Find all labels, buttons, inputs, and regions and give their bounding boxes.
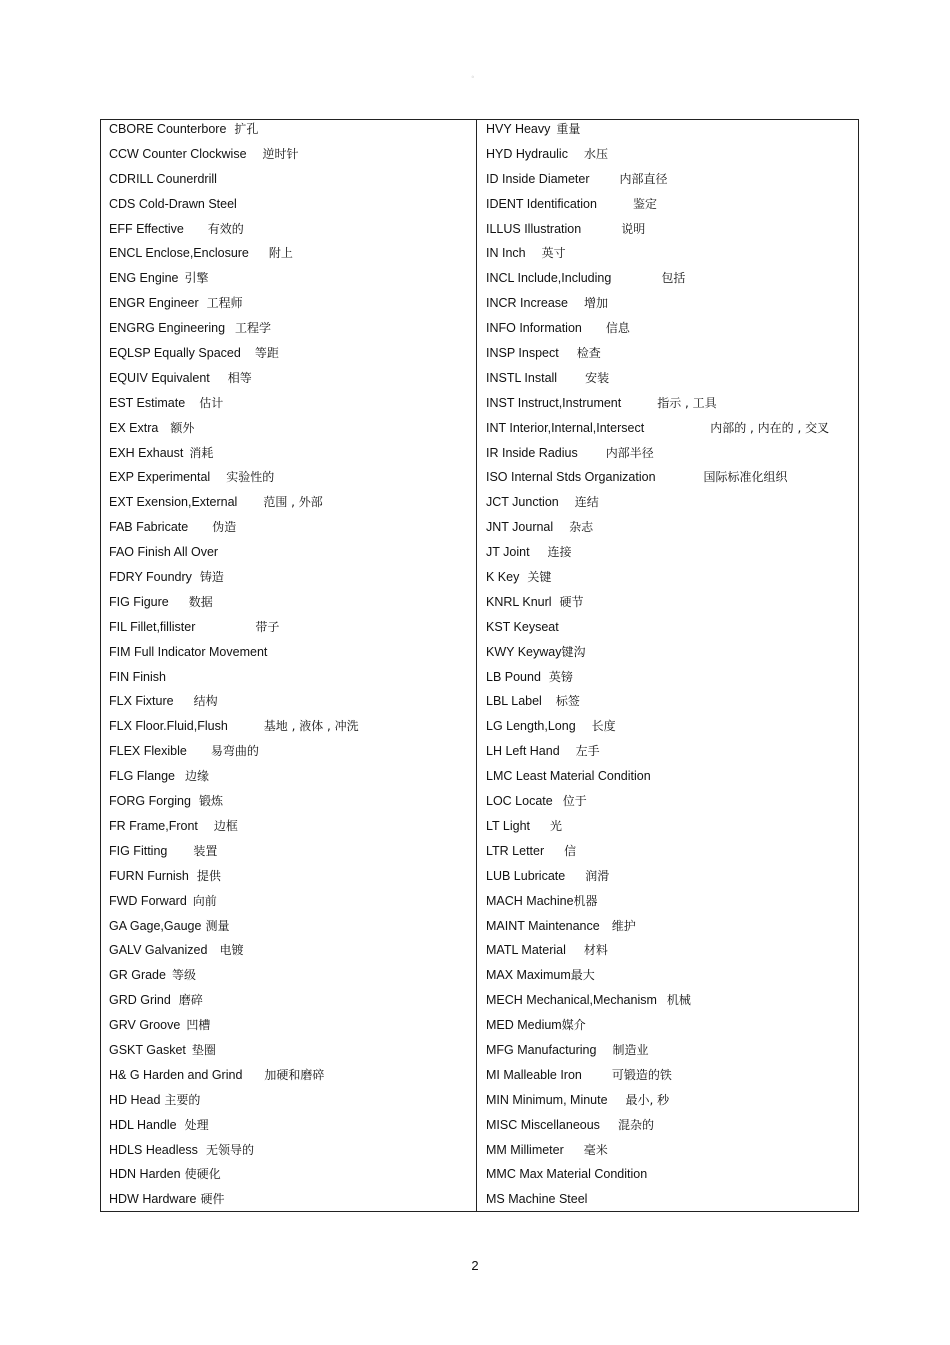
abbreviation-term: FIG Figure [109, 594, 169, 609]
table-row [101, 669, 476, 694]
table-row [477, 445, 858, 470]
abbreviation-term: GSKT Gasket [109, 1042, 186, 1057]
abbreviation-term: EXP Experimental [109, 470, 211, 485]
abbreviation-term: MED Medium [486, 1018, 562, 1033]
chinese-translation: 杂志 [569, 520, 594, 535]
abbreviation-term: MI Malleable Iron [486, 1067, 582, 1082]
table-row [101, 1092, 476, 1117]
table-row [477, 370, 858, 395]
chinese-translation: 磨碎 [178, 993, 203, 1008]
chinese-translation: 维护 [611, 918, 636, 933]
abbreviation-term: KNRL Knurl [486, 594, 552, 609]
chinese-translation: 等级 [171, 968, 196, 983]
abbreviation-term: MATL Material [486, 943, 566, 958]
chinese-translation: 安装 [585, 370, 610, 385]
table-row [101, 942, 476, 967]
abbreviation-term: JCT Junction [486, 495, 559, 510]
abbreviation-term: FIN Finish [109, 669, 166, 684]
chinese-translation: 提供 [196, 868, 221, 883]
chinese-translation: 相等 [227, 370, 252, 385]
chinese-translation: 垫圈 [191, 1042, 216, 1057]
table-row [477, 494, 858, 519]
chinese-translation: 机器 [573, 893, 598, 908]
chinese-translation: 使硬化 [184, 1167, 221, 1182]
abbreviation-term: LTR Letter [486, 843, 545, 858]
abbreviation-term: ENCL Enclose,Enclosure [109, 246, 249, 261]
chinese-translation: 说明 [621, 221, 646, 236]
chinese-translation: 额外 [170, 420, 195, 435]
table-row [477, 320, 858, 345]
table-row [101, 818, 476, 843]
abbreviation-term: HDW Hardware [109, 1192, 197, 1207]
chinese-translation: 内部的 , 内在的 , 交叉 [710, 420, 830, 435]
abbreviation-term: HYD Hydraulic [486, 146, 568, 161]
right-column [477, 120, 858, 1211]
table-row [477, 1117, 858, 1142]
table-row [101, 1042, 476, 1067]
abbreviation-term: INST Instruct,Instrument [486, 395, 622, 410]
abbreviation-term: LB Pound [486, 669, 541, 684]
chinese-translation: 数据 [188, 594, 213, 609]
table-row [477, 743, 858, 768]
abbreviation-term: ILLUS Illustration [486, 221, 582, 236]
table-row [101, 693, 476, 718]
table-row [477, 519, 858, 544]
abbreviation-term: INSP Inspect [486, 346, 559, 361]
chinese-translation: 制造业 [612, 1042, 649, 1057]
abbreviation-term: LH Left Hand [486, 744, 560, 759]
table-row [477, 992, 858, 1017]
table-row [477, 669, 858, 694]
abbreviation-term: ID Inside Diameter [486, 171, 590, 186]
table-row [477, 967, 858, 992]
table-row [101, 768, 476, 793]
table-row [101, 718, 476, 743]
abbreviation-term: MS Machine Steel [486, 1192, 588, 1207]
abbreviation-term: FIG Fitting [109, 843, 168, 858]
abbreviation-term: HD Head [109, 1092, 161, 1107]
table-row [101, 320, 476, 345]
abbreviation-term: GR Grade [109, 968, 166, 983]
table-row [101, 370, 476, 395]
abbreviation-term: LBL Label [486, 694, 542, 709]
chinese-translation: 混杂的 [617, 1117, 654, 1132]
abbreviation-term: GA Gage,Gauge [109, 918, 202, 933]
chinese-translation: 水压 [583, 146, 608, 161]
chinese-translation: 等距 [254, 346, 279, 361]
table-row [477, 818, 858, 843]
table-row [477, 594, 858, 619]
table-row [477, 793, 858, 818]
abbreviation-term: CBORE Counterbore [109, 122, 227, 136]
chinese-translation: 长度 [591, 719, 616, 734]
chinese-translation: 估计 [199, 395, 224, 410]
table-row [477, 420, 858, 445]
chinese-translation: 主要的 [164, 1092, 201, 1107]
chinese-translation: 向前 [192, 893, 217, 908]
chinese-translation: 国际标准化组织 [703, 470, 788, 485]
abbreviation-term: FIL Fillet,fillister [109, 619, 196, 634]
chinese-translation: 检查 [576, 346, 601, 361]
abbreviation-term: MM Millimeter [486, 1142, 564, 1157]
chinese-translation: 毫米 [583, 1142, 608, 1157]
abbreviation-term: LUB Lubricate [486, 868, 566, 883]
table-row [477, 171, 858, 196]
table-row [101, 270, 476, 295]
chinese-translation: 易弯曲的 [210, 744, 259, 759]
chinese-translation: 左手 [575, 744, 600, 759]
abbreviation-term: HDLS Headless [109, 1142, 198, 1157]
table-row [477, 644, 858, 669]
abbreviation-term: MAINT Maintenance [486, 918, 600, 933]
table-row [101, 644, 476, 669]
table-row [101, 345, 476, 370]
table-row [477, 345, 858, 370]
abbreviation-term: KWY Keyway [486, 644, 562, 659]
chinese-translation: 材料 [583, 943, 608, 958]
chinese-translation: 包括 [661, 271, 686, 286]
abbreviation-term: ENGR Engineer [109, 296, 199, 311]
chinese-translation: 键沟 [561, 644, 586, 659]
chinese-translation: 凹槽 [186, 1018, 211, 1033]
abbreviation-term: FIM Full Indicator Movement [109, 644, 268, 659]
table-row [101, 221, 476, 246]
chinese-translation: 实验性的 [226, 470, 275, 485]
chinese-translation: 光 [550, 818, 563, 833]
chinese-translation: 重量 [556, 122, 581, 136]
chinese-translation: 信息 [605, 321, 630, 336]
chinese-translation: 硬件 [200, 1192, 225, 1207]
abbreviation-term: INSTL Install [486, 370, 558, 385]
abbreviation-term: GRD Grind [109, 993, 171, 1008]
abbreviation-term: KST Keyseat [486, 619, 559, 634]
table-row [477, 918, 858, 943]
abbreviation-term: EXT Exension,External [109, 495, 238, 510]
abbreviation-term: EFF Effective [109, 221, 184, 236]
chinese-translation: 指示 , 工具 [657, 395, 717, 410]
chinese-translation: 内部直径 [619, 171, 668, 186]
chinese-translation: 锻炼 [198, 794, 223, 809]
chinese-translation: 逆时针 [262, 146, 299, 161]
table-row [477, 221, 858, 246]
chinese-translation: 引擎 [184, 271, 209, 286]
table-row [101, 146, 476, 171]
table-row [101, 121, 476, 146]
abbreviation-term: FURN Furnish [109, 868, 189, 883]
table-row [477, 544, 858, 569]
table-row [477, 1142, 858, 1167]
table-row [477, 295, 858, 320]
abbreviation-term: ENG Engine [109, 271, 179, 286]
abbreviation-term: FR Frame,Front [109, 818, 198, 833]
abbreviation-term: INCR Increase [486, 296, 568, 311]
chinese-translation: 伪造 [212, 520, 237, 535]
abbreviation-term: IN Inch [486, 246, 526, 261]
table-row [101, 843, 476, 868]
table-row [477, 619, 858, 644]
chinese-translation: 扩孔 [234, 122, 259, 136]
table-row [477, 1191, 858, 1216]
abbreviation-term: FLG Flange [109, 769, 176, 784]
abbreviation-term: EXH Exhaust [109, 445, 184, 460]
abbreviation-term: FAB Fabricate [109, 520, 189, 535]
table-row [477, 245, 858, 270]
table-row [477, 196, 858, 221]
table-row [477, 768, 858, 793]
abbreviation-term: HVY Heavy [486, 122, 551, 136]
chinese-translation: 媒介 [561, 1018, 586, 1033]
table-row [101, 519, 476, 544]
table-row [477, 270, 858, 295]
abbreviation-term: H& G Harden and Grind [109, 1067, 243, 1082]
abbreviation-term: EST Estimate [109, 395, 186, 410]
table-row [101, 544, 476, 569]
chinese-translation: 机械 [666, 993, 691, 1008]
abbreviation-term: FLEX Flexible [109, 744, 187, 759]
table-row [477, 893, 858, 918]
table-row [101, 1142, 476, 1167]
page-number: 2 [471, 1258, 479, 1273]
table-row [101, 1191, 476, 1216]
abbreviation-term: GALV Galvanized [109, 943, 208, 958]
table-row [101, 494, 476, 519]
abbreviation-term: MAX Maximum [486, 968, 571, 983]
table-row [101, 395, 476, 420]
chinese-translation: 工程学 [235, 321, 272, 336]
abbreviation-term: LMC Least Material Condition [486, 769, 651, 784]
chinese-translation: 标签 [555, 694, 580, 709]
abbreviation-term: ENGRG Engineering [109, 321, 226, 336]
chinese-translation: 基地 , 液体 , 冲洗 [263, 719, 359, 734]
abbreviation-term: LOC Locate [486, 794, 553, 809]
abbreviation-term: FDRY Foundry [109, 570, 192, 585]
abbreviation-term: LG Length,Long [486, 719, 576, 734]
chinese-translation: 增加 [583, 296, 608, 311]
abbreviation-term: MMC Max Material Condition [486, 1167, 648, 1182]
chinese-translation: 信 [564, 843, 577, 858]
table-row [101, 420, 476, 445]
chinese-translation: 铸造 [199, 570, 224, 585]
table-row [477, 1042, 858, 1067]
chinese-translation: 加硬和磨碎 [264, 1067, 325, 1082]
table-row [477, 1017, 858, 1042]
abbreviation-term: EX Extra [109, 420, 159, 435]
table-row [101, 569, 476, 594]
table-row [101, 793, 476, 818]
left-column [101, 120, 477, 1211]
table-row [101, 1117, 476, 1142]
chinese-translation: 位于 [562, 794, 587, 809]
table-row [101, 868, 476, 893]
table-row [477, 469, 858, 494]
abbreviation-term: ISO Internal Stds Organization [486, 470, 656, 485]
abbreviation-term: INFO Information [486, 321, 582, 336]
table-row [101, 245, 476, 270]
abbreviation-term: MECH Mechanical,Mechanism [486, 993, 657, 1008]
chinese-translation: 最小, 秒 [625, 1092, 670, 1107]
abbreviation-term: CCW Counter Clockwise [109, 146, 247, 161]
abbreviation-term: CDS Cold-Drawn Steel [109, 196, 237, 211]
table-row [101, 743, 476, 768]
chinese-translation: 边缘 [185, 769, 210, 784]
chinese-translation: 处理 [184, 1117, 209, 1132]
abbreviation-term: IDENT Identification [486, 196, 597, 211]
chinese-translation: 结构 [193, 694, 218, 709]
abbreviation-term: INCL Include,Including [486, 271, 612, 286]
chinese-translation: 边框 [213, 818, 238, 833]
chinese-translation: 无领导的 [205, 1142, 254, 1157]
chinese-translation: 英镑 [548, 669, 573, 684]
table-row [477, 718, 858, 743]
table-row [101, 992, 476, 1017]
table-row [101, 893, 476, 918]
table-row [477, 843, 858, 868]
chinese-translation: 鉴定 [632, 196, 657, 211]
table-row [477, 693, 858, 718]
table-row [477, 942, 858, 967]
abbreviation-term: JT Joint [486, 545, 530, 560]
table-row [101, 295, 476, 320]
chinese-translation: 润滑 [585, 868, 610, 883]
chinese-translation: 范围 , 外部 [263, 495, 323, 510]
table-row [477, 1067, 858, 1092]
table-row [477, 569, 858, 594]
chinese-translation: 可锻造的铁 [611, 1067, 672, 1082]
abbreviation-term: INT Interior,Internal,Intersect [486, 420, 645, 435]
chinese-translation: 关键 [527, 570, 552, 585]
chinese-translation: 最大 [570, 968, 595, 983]
chinese-translation: 装置 [193, 843, 218, 858]
chinese-translation: 带子 [255, 619, 280, 634]
table-row [101, 619, 476, 644]
chinese-translation: 消耗 [189, 445, 214, 460]
chinese-translation: 电镀 [219, 943, 244, 958]
top-mark: 。 [471, 72, 479, 79]
table-row [101, 594, 476, 619]
table-row [101, 171, 476, 196]
abbreviation-term: MIN Minimum, Minute [486, 1092, 608, 1107]
chinese-translation: 连接 [547, 545, 572, 560]
abbreviation-term: FLX Fixture [109, 694, 174, 709]
table-row [101, 967, 476, 992]
chinese-translation: 硬节 [559, 594, 584, 609]
table-row [101, 1017, 476, 1042]
table-row [477, 121, 858, 146]
abbreviation-term: JNT Journal [486, 520, 554, 535]
abbreviation-term: MISC Miscellaneous [486, 1117, 600, 1132]
table-row [101, 1166, 476, 1191]
table-row [477, 146, 858, 171]
table-row [477, 395, 858, 420]
abbreviation-term: EQUIV Equivalent [109, 370, 210, 385]
abbreviation-table [100, 119, 859, 1212]
abbreviation-term: FORG Forging [109, 794, 191, 809]
chinese-translation: 附上 [268, 246, 293, 261]
abbreviation-term: K Key [486, 570, 520, 585]
table-row [101, 445, 476, 470]
abbreviation-term: HDN Harden [109, 1167, 181, 1182]
table-row [101, 469, 476, 494]
abbreviation-term: FAO Finish All Over [109, 545, 219, 560]
abbreviation-term: GRV Groove [109, 1018, 181, 1033]
abbreviation-term: EQLSP Equally Spaced [109, 346, 241, 361]
chinese-translation: 连结 [574, 495, 599, 510]
table-row [101, 918, 476, 943]
chinese-translation: 内部半径 [605, 445, 654, 460]
abbreviation-term: MFG Manufacturing [486, 1042, 597, 1057]
abbreviation-term: CDRILL Counerdrill [109, 171, 217, 186]
table-row [477, 868, 858, 893]
chinese-translation: 有效的 [207, 221, 244, 236]
abbreviation-term: FLX Floor.Fluid,Flush [109, 719, 228, 734]
abbreviation-term: LT Light [486, 818, 531, 833]
chinese-translation: 测量 [205, 918, 230, 933]
chinese-translation: 英寸 [541, 246, 566, 261]
table-row [101, 1067, 476, 1092]
abbreviation-term: HDL Handle [109, 1117, 177, 1132]
chinese-translation: 工程师 [206, 296, 243, 311]
abbreviation-term: IR Inside Radius [486, 445, 578, 460]
abbreviation-term: MACH Machine [486, 893, 574, 908]
table-row [101, 196, 476, 221]
table-row [477, 1092, 858, 1117]
table-row [477, 1166, 858, 1191]
abbreviation-term: FWD Forward [109, 893, 187, 908]
